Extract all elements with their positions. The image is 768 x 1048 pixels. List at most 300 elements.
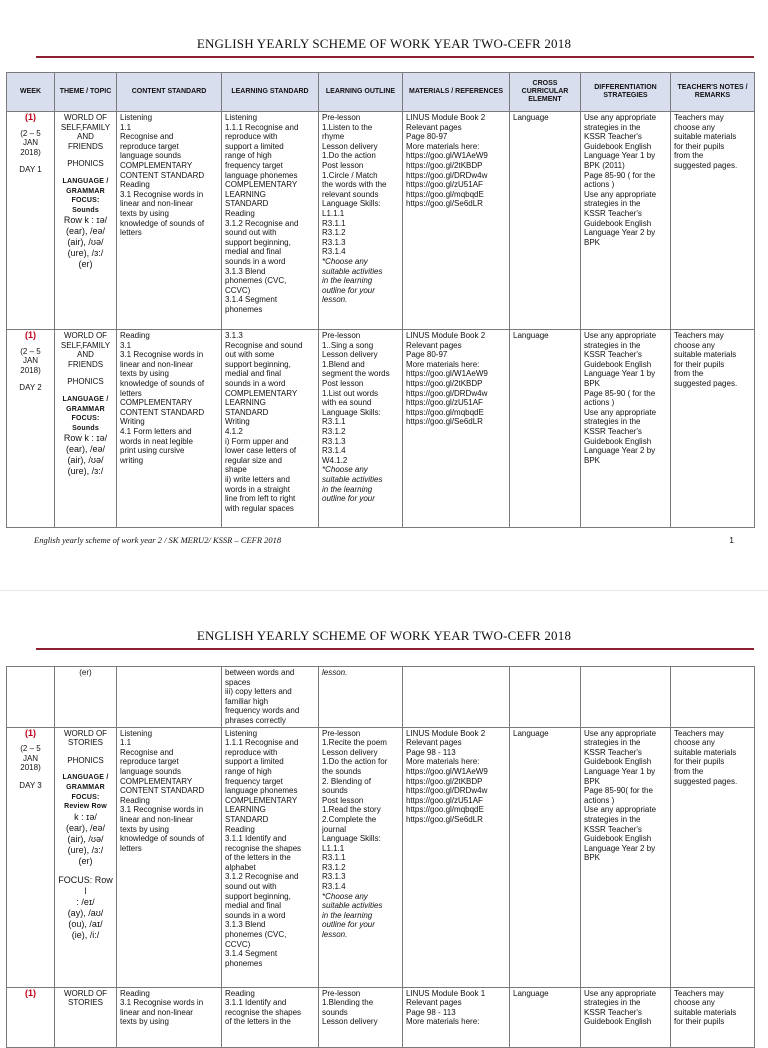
text-line: Language Skills: (322, 407, 381, 417)
text-line: Review Row (64, 803, 107, 811)
text-line: 3.1.3 Blend (225, 920, 266, 930)
text-line: 3.1 (120, 340, 132, 350)
text-line: Writing (120, 417, 145, 427)
text-line: rhyme (322, 132, 345, 142)
text-line: 2018) (20, 763, 41, 773)
text-line: R3.1.2 (322, 426, 346, 436)
text-line: LINUS Module Book 2 (406, 113, 486, 122)
text-line: Pre-lesson (322, 728, 361, 738)
text-line: Guidebook English (584, 1017, 652, 1027)
text-line: Teachers may (674, 113, 724, 122)
text-line: Guidebook English (584, 141, 652, 151)
text-line: SELF,FAMILY (60, 122, 111, 132)
text-line: Lesson delivery (322, 1017, 378, 1027)
text-line: medial and final (225, 901, 282, 911)
text-line: Language Year 1 by (584, 151, 656, 161)
text-line: 4.1.2 (225, 426, 243, 436)
text-line: medial and final (225, 369, 282, 379)
header-cross-curricular: CROSS CURRICULAR ELEMENT (510, 73, 581, 112)
text-line: Pre-lesson (322, 331, 361, 340)
text-line: BPK (2011) (584, 160, 625, 170)
text-line: KSSR Teacher's (584, 426, 642, 436)
page-title: ENGLISH YEARLY SCHEME OF WORK YEAR TWO-CEFR 2018 (196, 628, 572, 643)
text-line: (2 – 5 (20, 744, 41, 754)
text-line: Teachers may (674, 331, 724, 340)
text-line: R3.1.4 (322, 247, 346, 257)
text-line: *Choose any (322, 891, 368, 901)
text-line: 3.1.4 Segment (225, 295, 278, 305)
text-line: LANGUAGE / (62, 395, 109, 403)
text-line: 2. Blending of (322, 776, 371, 786)
text-line: with ea sound (322, 398, 372, 408)
text-line: frequency target (225, 160, 283, 170)
text-line: Pre-lesson (322, 113, 361, 122)
text-line: *Choose any (322, 465, 368, 475)
text-line: More materials here: (406, 757, 480, 767)
text-line: lesson. (322, 295, 348, 305)
text-line: knowledge of sounds of (120, 378, 205, 388)
text-line: with regular spaces (225, 503, 294, 513)
text-line: Use any appropriate (584, 189, 657, 199)
text-line: frequency words and (225, 706, 300, 716)
text-line: FOCUS: (71, 197, 100, 205)
cross-curricular-cell: Language (510, 727, 581, 987)
text-line: W4.1.2 (322, 455, 348, 465)
text-line: strategies in the (584, 998, 641, 1008)
differentiation-cell (581, 727, 671, 987)
text-line: Pre-lesson (322, 988, 361, 998)
text-line: texts by using (120, 1017, 169, 1027)
text-line: 3.1 Recognise words in (120, 998, 204, 1008)
text-line: Language Year 1 by (584, 369, 656, 379)
text-line: https://goo.gl/Se6dLR (406, 814, 483, 824)
text-line: lesson. (322, 930, 348, 940)
text-line: (2 – 5 (20, 346, 41, 356)
learning-outline-cell (319, 987, 403, 1047)
text-line: LINUS Module Book 2 (406, 331, 486, 340)
text-line: Page 85-90 ( for the (584, 388, 656, 398)
text-line: (ou), /aɪ/ (68, 918, 103, 929)
text-line: KSSR Teacher's (584, 1007, 642, 1017)
text-line: Relevant pages (406, 340, 462, 350)
theme-cell (55, 727, 117, 987)
text-line: https://goo.gl/W1AeW9 (406, 369, 488, 379)
text-line: https://goo.gl/2tKBDP (406, 160, 483, 170)
text-line: https://goo.gl/mqbqdE (406, 189, 484, 199)
text-line: COMPLEMENTARY (225, 388, 298, 398)
text-line: language sounds (120, 151, 181, 161)
text-line: segment the words (322, 369, 390, 379)
text-line: Guidebook English (584, 757, 652, 767)
text-line: Guidebook English (584, 359, 652, 369)
text-line: LANGUAGE / (62, 774, 109, 782)
text-line: BPK (584, 455, 601, 465)
text-line: Use any appropriate (584, 407, 657, 417)
text-line: COMPLEMENTARY (120, 160, 193, 170)
text-line: actions ) (584, 180, 615, 190)
text-line: Writing (225, 417, 250, 427)
text-line: (er) (78, 259, 93, 270)
text-line: 1.1.1 Recognise and (225, 122, 299, 132)
text-line: sounds (322, 786, 348, 796)
text-line: phrases correctly (225, 715, 286, 725)
text-line: linear and non-linear (120, 199, 193, 209)
text-line: STORIES (68, 738, 103, 748)
text-line: actions ) (584, 398, 615, 408)
text-line: alphabet (225, 862, 256, 872)
text-line: https://goo.gl/Se6dLR (406, 199, 483, 209)
text-line: reproduce target (120, 757, 179, 767)
text-line: 1.Listen to the (322, 122, 373, 132)
content-standard-cell (117, 727, 222, 987)
text-line: KSSR Teacher's (584, 824, 642, 834)
text-line: Guidebook English (584, 436, 652, 446)
text-line: Reading (120, 988, 150, 998)
text-line: GRAMMAR (66, 187, 105, 195)
text-line: FRIENDS (67, 141, 104, 151)
text-line: More materials here: (406, 359, 480, 369)
text-line: 3.1.2 Recognise and (225, 218, 299, 228)
text-line: LINUS Module Book 1 (406, 988, 486, 998)
text-line: (1) (25, 112, 36, 122)
text-line: language phonemes (225, 170, 298, 180)
text-line: JAN (22, 356, 39, 366)
text-line: from the (674, 151, 704, 161)
text-line: texts by using (120, 208, 169, 218)
text-line: Post lesson (322, 795, 364, 805)
text-line: Teachers may (674, 988, 724, 998)
text-line: 1.Blending the (322, 998, 374, 1008)
text-line: sounds (322, 1007, 348, 1017)
text-line: GRAMMAR (66, 405, 105, 413)
text-line: STANDARD (225, 199, 269, 209)
text-line: 2.Complete the (322, 814, 377, 824)
text-line: suggested pages. (674, 160, 738, 170)
text-line: R3.1.4 (322, 882, 346, 892)
text-line: choose any (674, 998, 715, 1008)
text-line: PHONICS (67, 159, 104, 169)
text-line: 3.1.1 Identify and (225, 834, 287, 844)
text-line: LEARNING (225, 189, 266, 199)
table-row-continued (7, 667, 755, 728)
header-theme: THEME / TOPIC (55, 73, 117, 112)
header-teacher-notes: TEACHER'S NOTES / REMARKS (671, 73, 755, 112)
text-line: Reading (225, 824, 255, 834)
text-line: linear and non-linear (120, 814, 193, 824)
text-line: Page 98 - 113 (406, 747, 456, 757)
text-line: for their pupils (674, 757, 725, 767)
text-line: linear and non-linear (120, 1007, 193, 1017)
text-line: 4.1 Form letters and (120, 426, 192, 436)
text-line: phonemes (CVC, (225, 276, 287, 286)
text-line: https://goo.gl/DRDw4w (406, 786, 488, 796)
text-line: the sounds (322, 766, 362, 776)
text-line: STANDARD (225, 814, 269, 824)
text-line: letters (120, 228, 142, 238)
text-line: Listening (120, 728, 153, 738)
text-line: COMPLEMENTARY (225, 180, 298, 190)
text-line: CCVC) (225, 285, 251, 295)
cross-curricular-cell: Language (510, 330, 581, 528)
text-line: JAN (22, 138, 39, 148)
text-line: R3.1.3 (322, 872, 346, 882)
text-line: Relevant pages (406, 738, 462, 748)
text-line: BPK (584, 776, 601, 786)
text-line: R3.1.3 (322, 436, 346, 446)
text-line: language phonemes (225, 786, 298, 796)
content-standard-cell (117, 987, 222, 1047)
text-line: actions ) (584, 795, 615, 805)
text-line: LEARNING (225, 398, 266, 408)
text-line: 2018) (20, 147, 41, 157)
text-line: sounds in a word (225, 256, 286, 266)
text-line: CCVC) (225, 939, 251, 949)
text-line: R3.1.1 (322, 417, 346, 427)
text-line: Use any appropriate (584, 805, 657, 815)
text-line: FRIENDS (67, 359, 104, 369)
text-line: More materials here: (406, 141, 480, 151)
theme-cell: (er) (55, 667, 117, 728)
text-line: 1.Circle / Match (322, 170, 378, 180)
text-line: https://goo.gl/DRDw4w (406, 170, 488, 180)
text-line: shape (225, 465, 247, 475)
text-line: FOCUS: (71, 793, 100, 801)
text-line (10, 773, 51, 781)
header-learning-standard: LEARNING STANDARD (222, 73, 319, 112)
cross-curricular-cell: Language (510, 987, 581, 1047)
text-line: suitable activities (322, 266, 383, 276)
text-line: print using cursive (120, 446, 185, 456)
text-line: from the (674, 369, 704, 379)
text-line: iii) copy letters and (225, 687, 292, 697)
text-line: Listening (225, 113, 258, 122)
text-line: LANGUAGE / (62, 177, 109, 185)
text-line: (ure), /ɜ:/ (67, 466, 104, 477)
text-line: strategies in the (584, 199, 641, 209)
text-line: Page 85-90 ( for the (584, 170, 656, 180)
header-week: WEEK (7, 73, 55, 112)
text-line: Language Skills: (322, 834, 381, 844)
text-line: Reading (225, 988, 255, 998)
text-line: WORLD OF (63, 728, 108, 738)
text-line: outline for your (322, 920, 375, 930)
text-line: suggested pages. (674, 378, 738, 388)
text-line: sounds in a word (225, 378, 286, 388)
text-line: 3.1.2 Recognise and (225, 872, 299, 882)
text-line: COMPLEMENTARY (225, 795, 298, 805)
text-line: 1.1.1 Recognise and (225, 738, 299, 748)
text-line: language sounds (120, 766, 181, 776)
text-line: 1.Do the action (322, 151, 376, 161)
header-differentiation: DIFFERENTIATION STRATEGIES (581, 73, 671, 112)
text-line: 3.1.1 Identify and (225, 998, 287, 1008)
text-line: for their pupils (674, 141, 725, 151)
text-line: KSSR Teacher's (584, 747, 642, 757)
text-line: PHONICS (67, 377, 104, 387)
text-line: KSSR Teacher's (584, 350, 642, 360)
text-line: choose any (674, 340, 715, 350)
text-line: BPK (584, 853, 601, 863)
text-line: support beginning, (225, 237, 291, 247)
text-line: https://goo.gl/DRDw4w (406, 388, 488, 398)
text-line: reproduce target (120, 141, 179, 151)
text-line: Reading (120, 795, 150, 805)
text-line: Lesson delivery (322, 350, 378, 360)
text-line: (ear), /eə/ (65, 444, 105, 455)
text-line: (er) (78, 855, 93, 866)
text-line: *Choose any (322, 256, 368, 266)
text-line: R3.1.3 (322, 237, 346, 247)
text-line: lower case letters of (225, 446, 297, 456)
text-line: in the learning (322, 910, 373, 920)
text-line: frequency target (225, 776, 283, 786)
text-line: Language Skills: (322, 199, 381, 209)
text-line: : /eɪ/ (76, 896, 95, 907)
text-line: https://goo.gl/zU51AF (406, 180, 483, 190)
teacher-notes-cell (671, 987, 755, 1047)
text-line: phonemes (CVC, (225, 930, 287, 940)
text-line: Use any appropriate (584, 113, 657, 122)
text-line: support beginning, (225, 891, 291, 901)
text-line: between words and (225, 668, 295, 677)
text-line: KSSR Teacher's (584, 208, 642, 218)
text-line: ii) write letters and (225, 474, 290, 484)
text-line: (2 – 5 (20, 128, 41, 138)
text-line: R3.1.2 (322, 228, 346, 238)
text-line: journal (322, 824, 347, 834)
text-line: 1.Read the story (322, 805, 381, 815)
text-line (58, 748, 113, 756)
text-line: support a limited (225, 141, 284, 151)
text-line: JAN (22, 753, 39, 763)
text-line: R3.1.1 (322, 218, 346, 228)
text-line: knowledge of sounds of (120, 218, 205, 228)
text-line: AND (77, 132, 94, 142)
text-line: DAY 3 (19, 780, 42, 790)
text-line: Post lesson (322, 160, 364, 170)
text-line: out with some (225, 350, 275, 360)
text-line: of the letters in the (225, 1017, 291, 1027)
table-row (7, 987, 755, 1047)
text-line: strategies in the (584, 417, 641, 427)
text-line: Listening (120, 113, 153, 122)
text-line: Page 80-97 (406, 132, 448, 142)
text-line: reproduce with (225, 132, 278, 142)
text-line: Recognise and (120, 747, 174, 757)
text-line: 3.1.3 Blend (225, 266, 266, 276)
text-line: 1.1 (120, 738, 132, 748)
text-line: https://goo.gl/W1AeW9 (406, 766, 488, 776)
text-line: strategies in the (584, 814, 641, 824)
text-line: Post lesson (322, 378, 364, 388)
text-line: recognise the shapes (225, 843, 302, 853)
text-line: Relevant pages (406, 998, 462, 1008)
text-line: Reading (120, 331, 150, 340)
text-line: R3.1.4 (322, 446, 346, 456)
header-learning-outline: LEARNING OUTLINE (319, 73, 403, 112)
text-line: 1.Do the action for (322, 757, 388, 767)
text-line: (1) (25, 330, 36, 340)
text-line: https://goo.gl/mqbqdE (406, 407, 484, 417)
text-line: in the learning (322, 276, 373, 286)
text-line: Language Year 2 by (584, 843, 656, 853)
table-row (7, 727, 755, 987)
text-line: of the letters in the (225, 853, 291, 863)
text-line: Language Year 1 by (584, 766, 656, 776)
learning-standard-cell (222, 727, 319, 987)
text-line: Use any appropriate (584, 988, 657, 998)
text-line: support a limited (225, 757, 284, 767)
text-line: from the (674, 766, 704, 776)
text-line: DAY 2 (19, 383, 42, 393)
text-line: Listening (225, 728, 258, 738)
text-line: 3.1 Recognise words in (120, 350, 204, 360)
text-line: Language Year 2 by (584, 228, 656, 238)
text-line: Lesson delivery (322, 141, 378, 151)
text-line: SELF,FAMILY (60, 340, 111, 350)
text-line: https://goo.gl/W1AeW9 (406, 151, 488, 161)
text-line: L1.1.1 (322, 208, 345, 218)
text-line: strategies in the (584, 340, 641, 350)
learning-outline-cell (319, 727, 403, 987)
text-line: familiar high (225, 696, 269, 706)
text-line: COMPLEMENTARY (120, 776, 193, 786)
text-line: (air), /ʊə/ (67, 455, 104, 466)
text-line: (ure), /ɜ:/ (67, 844, 104, 855)
text-line: LINUS Module Book 2 (406, 728, 486, 738)
text-line: sound out with (225, 882, 277, 892)
text-line: Use any appropriate (584, 331, 657, 340)
text-line: recognise the shapes (225, 1007, 302, 1017)
text-line: STORIES (68, 998, 103, 1008)
text-line: 2018) (20, 365, 41, 375)
text-line: k : ɪə/ (74, 811, 97, 822)
text-line: PHONICS (67, 755, 104, 765)
text-line: More materials here: (406, 1017, 480, 1027)
text-line: Recognise and (120, 132, 174, 142)
footer-text: English yearly scheme of work year 2 / SK MERU2/ KSSR – CEFR 2018 (34, 535, 282, 545)
page-title: ENGLISH YEARLY SCHEME OF WORK YEAR TWO-CEFR 2018 (196, 36, 572, 51)
text-line: (ay), /aʊ/ (67, 907, 104, 918)
text-line: WORLD OF (63, 113, 108, 122)
materials-cell (403, 987, 510, 1047)
text-line: 3.1 Recognise words in (120, 189, 204, 199)
text-line: Guidebook English (584, 834, 652, 844)
text-line: DAY 1 (19, 165, 42, 175)
text-line: https://goo.gl/zU51AF (406, 398, 483, 408)
learning-outline-cell: lesson. (319, 667, 403, 728)
materials-cell (403, 727, 510, 987)
text-line: (air), /ʊə/ (67, 237, 104, 248)
text-line: Sounds (72, 424, 99, 432)
text-line: KSSR Teacher's (584, 132, 642, 142)
text-line: Reading (120, 180, 150, 190)
text-line: medial and final (225, 247, 282, 257)
text-line: words in a straight (225, 484, 290, 494)
header-content-standard: CONTENT STANDARD (117, 73, 222, 112)
text-line: outline for your (322, 494, 375, 504)
text-line: 3.1.3 (225, 331, 243, 340)
text-line: 1.Recite the poem (322, 738, 387, 748)
text-line: phonemes (225, 958, 263, 968)
text-line: (1) (25, 727, 36, 738)
text-line: CONTENT STANDARD (120, 786, 205, 796)
text-line: suitable activities (322, 901, 383, 911)
text-line: letters (120, 843, 142, 853)
text-line: Teachers may (674, 728, 724, 738)
theme-cell (55, 987, 117, 1047)
text-line: 3.1.4 Segment (225, 949, 278, 959)
